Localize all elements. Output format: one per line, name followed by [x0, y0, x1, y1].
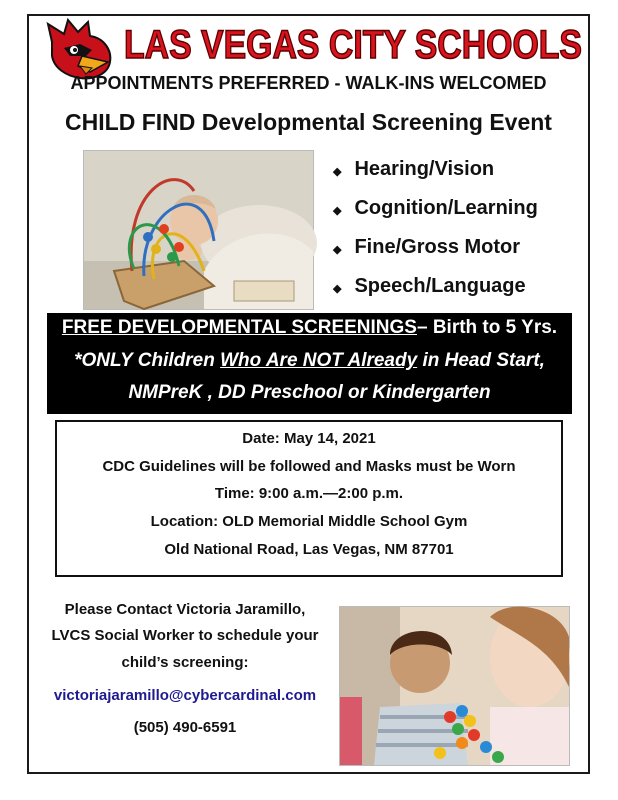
free-screening-banner	[47, 313, 572, 414]
contact-line-2: LVCS Social Worker to schedule your	[51, 627, 319, 644]
event-location: Location: OLD Memorial Middle School Gym	[150, 513, 468, 530]
banner-only-line	[47, 350, 572, 372]
diamond-bullet-icon: ◆	[333, 204, 342, 217]
list-item	[333, 150, 538, 189]
screening-label: Hearing/Vision	[354, 158, 495, 180]
list-item	[333, 228, 538, 267]
event-date: Date: May 14, 2021	[242, 430, 376, 447]
list-item	[333, 189, 538, 228]
school-name-text: LAS VEGAS CITY SCHOOLS	[124, 23, 582, 67]
event-time: Time: 9:00 a.m.—2:00 p.m.	[214, 485, 404, 502]
children-playing-photo	[339, 606, 570, 766]
event-details-box	[55, 420, 563, 577]
contact-line-1: Please Contact Victoria Jaramillo,	[64, 601, 306, 618]
screening-label: Speech/Language	[354, 275, 526, 297]
banner-programs-line: NMPreK , DD Preschool or Kindergarten	[128, 382, 491, 403]
contact-email-link[interactable]: victoriajaramillo@cybercardinal.com	[53, 687, 317, 704]
appointments-line: APPOINTMENTS PREFERRED - WALK-INS WELCOMED	[70, 73, 547, 93]
event-title: CHILD FIND Developmental Screening Event	[65, 109, 552, 135]
diamond-bullet-icon: ◆	[333, 243, 342, 256]
screening-label: Fine/Gross Motor	[354, 236, 521, 258]
contact-phone: (505) 490-6591	[133, 719, 237, 736]
baby-bead-maze-photo	[83, 150, 314, 310]
diamond-bullet-icon: ◆	[333, 165, 342, 178]
diamond-bullet-icon: ◆	[333, 282, 342, 295]
cdc-guidelines: CDC Guidelines will be followed and Masks must be Worn	[102, 458, 516, 475]
only-prefix: *ONLY Children	[74, 350, 221, 371]
cardinal-logo-icon	[46, 18, 116, 80]
list-item	[333, 267, 538, 306]
screening-label: Cognition/Learning	[354, 197, 538, 219]
banner-free-line	[47, 317, 572, 339]
not-already-label: Who Are NOT Already	[220, 350, 418, 371]
school-name-title	[118, 16, 588, 70]
contact-line-3: child’s screening:	[121, 654, 249, 671]
free-screenings-label: FREE DEVELOPMENTAL SCREENINGS	[61, 317, 417, 338]
only-suffix: in Head Start,	[417, 350, 545, 371]
screening-list	[333, 150, 538, 306]
event-address: Old National Road, Las Vegas, NM 87701	[164, 541, 454, 558]
age-range-label: – Birth to 5 Yrs.	[416, 317, 558, 338]
